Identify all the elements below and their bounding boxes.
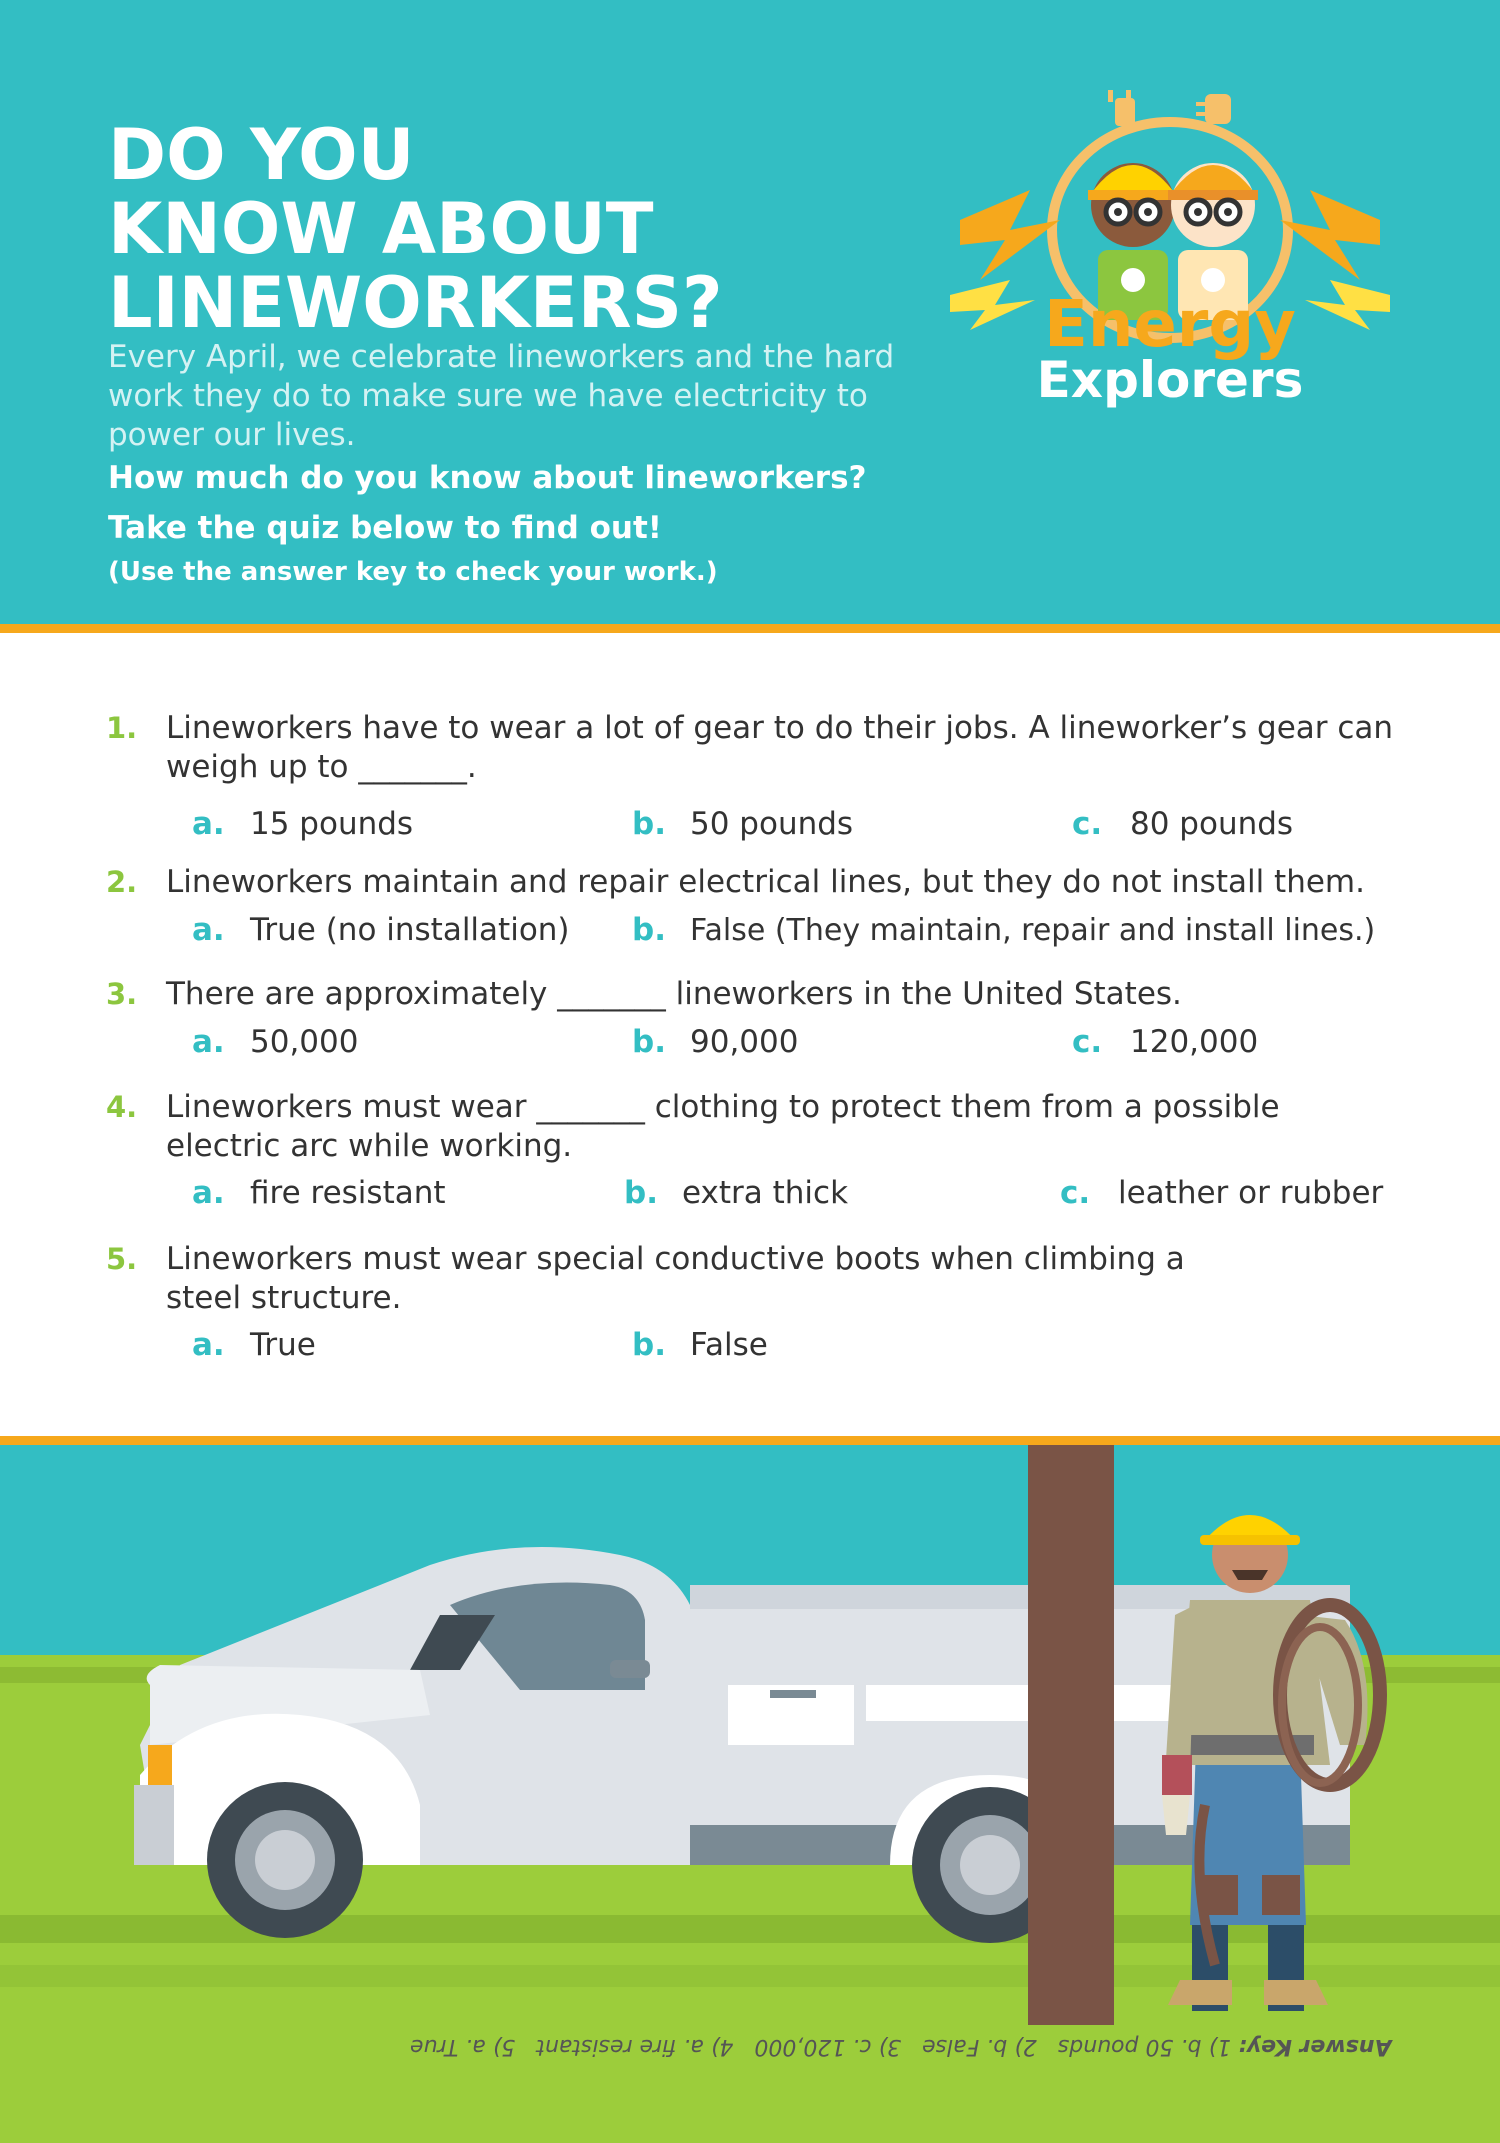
option-text: False <box>690 1327 768 1363</box>
answer-option[interactable] <box>1072 805 1293 844</box>
option-letter: c. <box>1072 806 1103 842</box>
answer-3: 3) c. 120,000 <box>754 2034 902 2059</box>
energy-explorers-logo <box>940 80 1400 420</box>
answer-option[interactable] <box>632 1326 768 1365</box>
option-letter: a. <box>192 1175 225 1211</box>
page-title <box>108 114 723 344</box>
question-number: 4. <box>106 1090 138 1124</box>
option-text: True (no installation) <box>250 912 570 948</box>
title-line-3: LINEWORKERS? <box>108 262 723 344</box>
option-text: 15 pounds <box>250 806 414 842</box>
option-letter: c. <box>1060 1175 1091 1211</box>
option-letter: c. <box>1072 1024 1103 1060</box>
option-letter: b. <box>632 912 666 948</box>
question-number: 1. <box>106 711 138 745</box>
answer-option[interactable] <box>1072 1023 1258 1062</box>
option-text: extra thick <box>682 1175 849 1211</box>
title-line-2: KNOW ABOUT <box>108 188 654 270</box>
option-letter: a. <box>192 1024 225 1060</box>
option-letter: b. <box>624 1175 658 1211</box>
option-text: 120,000 <box>1130 1024 1259 1060</box>
answer-option[interactable] <box>192 1174 446 1213</box>
option-letter: a. <box>192 806 225 842</box>
option-text: False (They maintain, repair and install lines.) <box>690 913 1376 948</box>
option-letter: b. <box>632 1327 666 1363</box>
logo-text-explorers: Explorers <box>1036 351 1304 409</box>
answer-option[interactable] <box>632 1023 798 1062</box>
answer-key-label: Answer Key: <box>1238 2034 1392 2059</box>
answer-1: 1) b. 50 pounds <box>1057 2034 1232 2059</box>
answer-option[interactable] <box>192 805 413 844</box>
option-letter: b. <box>632 806 666 842</box>
question-text: Lineworkers must wear _______ clothing to protect them from a possible electric arc while working. <box>166 1089 1280 1164</box>
option-letter: a. <box>192 1327 225 1363</box>
answer-4: 4) a. fire resistant <box>536 2034 734 2059</box>
question-number: 5. <box>106 1242 138 1276</box>
question-text: Lineworkers must wear special conductive boots when climbing a steel structure. <box>166 1241 1185 1316</box>
question-text: Lineworkers have to wear a lot of gear to do their jobs. A lineworker’s gear can weigh up to _______. <box>166 710 1394 785</box>
divider-top <box>0 624 1500 633</box>
option-text: 50,000 <box>250 1024 359 1060</box>
logo-text-energy: Energy <box>1044 288 1296 362</box>
answer-option[interactable] <box>632 911 1375 950</box>
option-text: True <box>250 1327 316 1363</box>
option-text: 90,000 <box>690 1024 799 1060</box>
title-line-1: DO YOU <box>108 114 415 196</box>
option-text: 50 pounds <box>690 806 854 842</box>
answer-option[interactable] <box>632 805 853 844</box>
option-letter: b. <box>632 1024 666 1060</box>
option-letter: a. <box>192 912 225 948</box>
answer-2: 2) b. False <box>922 2034 1037 2059</box>
answer-option[interactable] <box>1060 1174 1383 1213</box>
divider-bottom <box>0 1436 1500 1445</box>
answer-option[interactable] <box>192 1326 316 1365</box>
intro-question: How much do you know about lineworkers? <box>108 460 867 496</box>
answer-option[interactable] <box>624 1174 848 1213</box>
answer-key <box>0 2026 1500 2066</box>
question-text: There are approximately _______ lineworkers in the United States. <box>166 976 1182 1012</box>
option-text: fire resistant <box>250 1175 446 1211</box>
utility-pole <box>1028 1445 1114 2025</box>
option-text: 80 pounds <box>1130 806 1294 842</box>
answer-option[interactable] <box>192 911 570 950</box>
answer-option[interactable] <box>192 1023 358 1062</box>
answer-5: 5) a. True <box>410 2034 516 2059</box>
intro-note: (Use the answer key to check your work.) <box>108 557 718 587</box>
option-text: leather or rubber <box>1118 1175 1384 1211</box>
answer-key-text <box>410 2026 1394 2066</box>
header-banner <box>0 0 1500 624</box>
question-number: 2. <box>106 865 138 899</box>
intro-cta: Take the quiz below to find out! <box>108 510 662 546</box>
question-text: Lineworkers maintain and repair electrical lines, but they do not install them. <box>166 864 1365 900</box>
intro-text: Every April, we celebrate lineworkers and the hard work they do to make sure we have electricity to power our lives. <box>108 339 895 453</box>
question-number: 3. <box>106 977 138 1011</box>
